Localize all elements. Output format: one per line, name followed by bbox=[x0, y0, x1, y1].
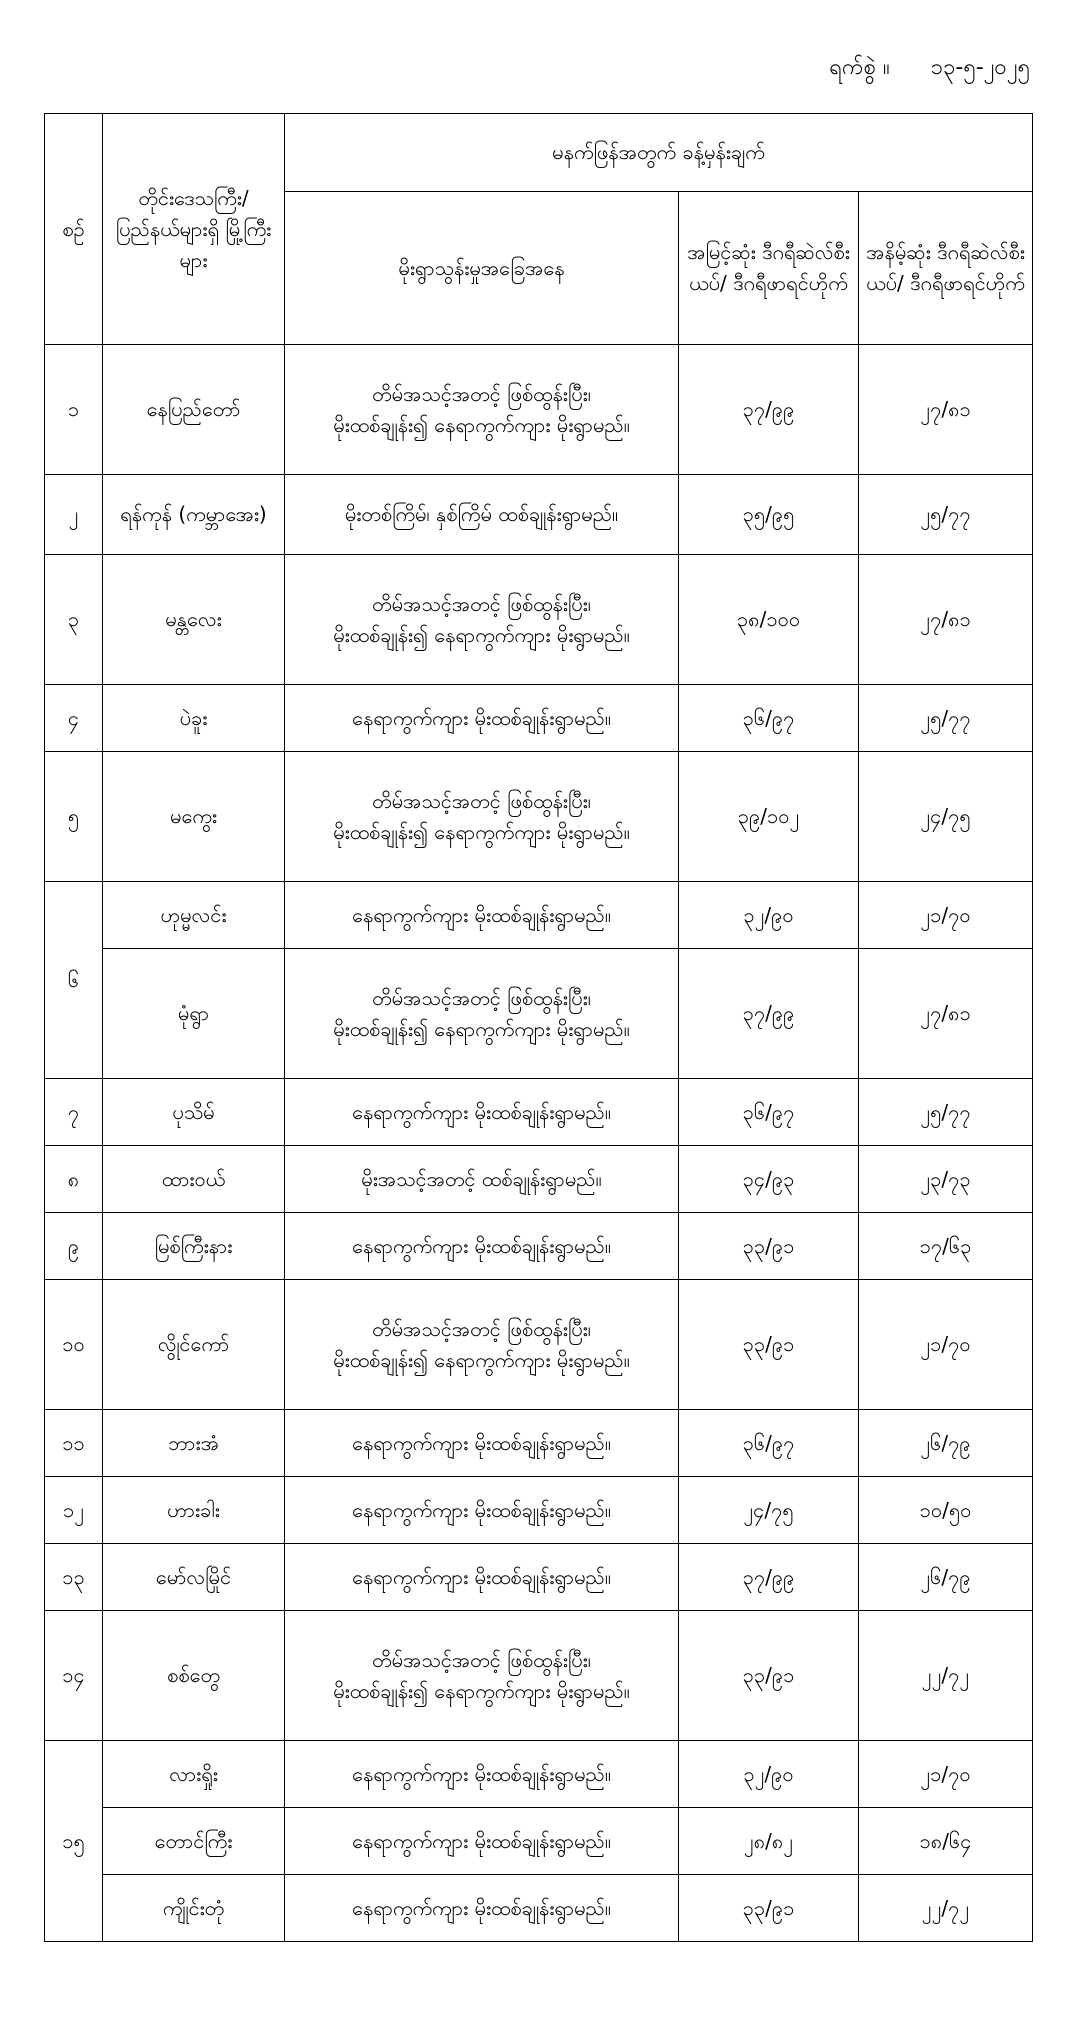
city-cell: မော်လမြိုင် bbox=[103, 1544, 285, 1611]
city-cell: လားရှိုး bbox=[103, 1741, 285, 1808]
condition-cell bbox=[285, 1079, 679, 1146]
city-cell: လွိုင်ကော် bbox=[103, 1280, 285, 1410]
condition-line-1: တိမ်အသင့်အတင့် ဖြစ်ထွန်းပြီး၊ bbox=[372, 591, 591, 616]
date-value: ၁၃-၅-၂၀၂၅ bbox=[930, 55, 1030, 80]
condition-line-1: နေရာကွက်ကျား မိုးထစ်ချုန်းရွာမည်။ bbox=[352, 1895, 611, 1920]
min-temp-cell: ၂၁/၇၀ bbox=[859, 1741, 1033, 1808]
max-temp-cell: ၃၇/၉၉ bbox=[679, 949, 859, 1079]
table-row bbox=[45, 752, 1033, 882]
document-date bbox=[829, 52, 1030, 85]
condition-line-1: တိမ်အသင့်အတင့် ဖြစ်ထွန်းပြီး၊ bbox=[372, 985, 591, 1010]
condition-cell bbox=[285, 1410, 679, 1477]
condition-line-2: မိုးထစ်ချုန်း၍ နေရာကွက်ကျား မိုးရွာမည်။ bbox=[333, 819, 630, 844]
serial-number-cell: ၈ bbox=[45, 1146, 103, 1213]
weather-forecast-table bbox=[44, 113, 1033, 1942]
condition-line-1: မိုးတစ်ကြိမ်၊ နှစ်ကြိမ် ထစ်ချုန်းရွာမည်။ bbox=[344, 502, 619, 526]
condition-line-1: တိမ်အသင့်အတင့် ဖြစ်ထွန်းပြီး၊ bbox=[372, 788, 591, 813]
header-rain-condition: မိုးရွာသွန်းမှုအခြေအနေ bbox=[285, 192, 679, 345]
condition-line-2: မိုးထစ်ချုန်း၍ နေရာကွက်ကျား မိုးရွာမည်။ bbox=[333, 622, 630, 647]
table-row bbox=[45, 555, 1033, 685]
city-cell: မြစ်ကြီးနား bbox=[103, 1213, 285, 1280]
condition-line-2: မိုးထစ်ချုန်း၍ နေရာကွက်ကျား မိုးရွာမည်။ bbox=[333, 1678, 630, 1703]
table-row bbox=[45, 1544, 1033, 1611]
condition-cell bbox=[285, 752, 679, 882]
min-temp-cell: ၂၇/၈၁ bbox=[859, 555, 1033, 685]
condition-cell bbox=[285, 1875, 679, 1942]
city-cell: မကွေး bbox=[103, 752, 285, 882]
serial-number-cell: ၁၀ bbox=[45, 1280, 103, 1410]
condition-cell bbox=[285, 949, 679, 1079]
city-cell: ဟုမ္မလင်း bbox=[103, 882, 285, 949]
max-temp-cell: ၃၆/၉၇ bbox=[679, 685, 859, 752]
min-temp-cell: ၂၇/၈၁ bbox=[859, 345, 1033, 475]
condition-line-1: မိုးအသင့်အတင့် ထစ်ချုန်းရွာမည်။ bbox=[361, 1166, 602, 1191]
max-temp-cell: ၂၄/၇၅ bbox=[679, 1477, 859, 1544]
city-cell: ပုသိမ် bbox=[103, 1079, 285, 1146]
condition-line-1: နေရာကွက်ကျား မိုးထစ်ချုန်းရွာမည်။ bbox=[352, 1497, 611, 1522]
min-temp-cell: ၂၃/၇၃ bbox=[859, 1146, 1033, 1213]
condition-line-1: နေရာကွက်ကျား မိုးထစ်ချုန်းရွာမည်။ bbox=[352, 1430, 611, 1455]
date-label: ရက်စွဲ ။ bbox=[829, 55, 890, 80]
min-temp-cell: ၂၅/၇၇ bbox=[859, 685, 1033, 752]
condition-cell bbox=[285, 1477, 679, 1544]
city-cell: နေပြည်တော် bbox=[103, 345, 285, 475]
city-cell: တောင်ကြီး bbox=[103, 1808, 285, 1875]
condition-cell bbox=[285, 1213, 679, 1280]
serial-number-cell: ၃ bbox=[45, 555, 103, 685]
min-temp-cell: ၁၇/၆၃ bbox=[859, 1213, 1033, 1280]
max-temp-cell: ၃၆/၉၇ bbox=[679, 1410, 859, 1477]
min-temp-cell: ၂၄/၇၅ bbox=[859, 752, 1033, 882]
min-temp-cell: ၁၈/၆၄ bbox=[859, 1808, 1033, 1875]
condition-line-1: နေရာကွက်ကျား မိုးထစ်ချုန်းရွာမည်။ bbox=[352, 705, 611, 730]
condition-line-1: တိမ်အသင့်အတင့် ဖြစ်ထွန်းပြီး၊ bbox=[372, 381, 591, 406]
table-row bbox=[45, 1146, 1033, 1213]
condition-cell bbox=[285, 1146, 679, 1213]
condition-cell bbox=[285, 1544, 679, 1611]
table-row bbox=[45, 1477, 1033, 1544]
max-temp-cell: ၃၃/၉၁ bbox=[679, 1280, 859, 1410]
max-temp-cell: ၃၃/၉၁ bbox=[679, 1875, 859, 1942]
table-row bbox=[45, 1808, 1033, 1875]
city-cell: ထားဝယ် bbox=[103, 1146, 285, 1213]
table-row bbox=[45, 949, 1033, 1079]
table-row bbox=[45, 1079, 1033, 1146]
header-region-cities: တိုင်းဒေသကြီး/ ပြည်နယ်များရှိ မြို့ကြီးများ bbox=[103, 114, 285, 345]
serial-number-cell: ၁၄ bbox=[45, 1611, 103, 1741]
condition-line-2: မိုးထစ်ချုန်း၍ နေရာကွက်ကျား မိုးရွာမည်။ bbox=[333, 1347, 630, 1372]
max-temp-cell: ၃၂/၉၀ bbox=[679, 882, 859, 949]
city-cell: ပဲခူး bbox=[103, 685, 285, 752]
condition-cell bbox=[285, 555, 679, 685]
min-temp-cell: ၂၇/၈၁ bbox=[859, 949, 1033, 1079]
min-temp-cell: ၂၅/၇၇ bbox=[859, 1079, 1033, 1146]
max-temp-cell: ၃၅/၉၅ bbox=[679, 475, 859, 555]
table-row bbox=[45, 1410, 1033, 1477]
max-temp-cell: ၃၄/၉၃ bbox=[679, 1146, 859, 1213]
condition-line-1: နေရာကွက်ကျား မိုးထစ်ချုန်းရွာမည်။ bbox=[352, 902, 611, 927]
serial-number-cell: ၁၃ bbox=[45, 1544, 103, 1611]
table-row bbox=[45, 685, 1033, 752]
city-cell: ကျိုင်းတုံ bbox=[103, 1875, 285, 1942]
max-temp-cell: ၃၇/၉၉ bbox=[679, 1544, 859, 1611]
serial-number-cell: ၉ bbox=[45, 1213, 103, 1280]
min-temp-cell: ၁၀/၅၀ bbox=[859, 1477, 1033, 1544]
min-temp-cell: ၂၂/၇၂ bbox=[859, 1611, 1033, 1741]
table-row bbox=[45, 345, 1033, 475]
serial-number-cell: ၅ bbox=[45, 752, 103, 882]
min-temp-cell: ၂၁/၇၀ bbox=[859, 1280, 1033, 1410]
header-serial-number: စဉ် bbox=[45, 114, 103, 345]
condition-cell bbox=[285, 882, 679, 949]
condition-line-1: နေရာကွက်ကျား မိုးထစ်ချုန်းရွာမည်။ bbox=[352, 1233, 611, 1258]
max-temp-cell: ၂၈/၈၂ bbox=[679, 1808, 859, 1875]
serial-number-cell: ၁၅ bbox=[45, 1741, 103, 1942]
serial-number-cell: ၁ bbox=[45, 345, 103, 475]
min-temp-cell: ၂၆/၇၉ bbox=[859, 1544, 1033, 1611]
max-temp-cell: ၃၇/၉၉ bbox=[679, 345, 859, 475]
city-cell: ဘားအံ bbox=[103, 1410, 285, 1477]
table-row bbox=[45, 1741, 1033, 1808]
max-temp-cell: ၃၂/၉၀ bbox=[679, 1741, 859, 1808]
condition-cell bbox=[285, 1280, 679, 1410]
serial-number-cell: ၂ bbox=[45, 475, 103, 555]
min-temp-cell: ၂၁/၇၀ bbox=[859, 882, 1033, 949]
condition-line-1: နေရာကွက်ကျား မိုးထစ်ချုန်းရွာမည်။ bbox=[352, 1099, 611, 1124]
table-row bbox=[45, 1611, 1033, 1741]
condition-cell bbox=[285, 1808, 679, 1875]
condition-line-1: နေရာကွက်ကျား မိုးထစ်ချုန်းရွာမည်။ bbox=[352, 1564, 611, 1589]
min-temp-cell: ၂၅/၇၇ bbox=[859, 475, 1033, 555]
table-row bbox=[45, 1875, 1033, 1942]
condition-line-2: မိုးထစ်ချုန်း၍ နေရာကွက်ကျား မိုးရွာမည်။ bbox=[333, 1016, 630, 1041]
serial-number-cell: ၇ bbox=[45, 1079, 103, 1146]
city-cell: စစ်တွေ bbox=[103, 1611, 285, 1741]
condition-cell bbox=[285, 1741, 679, 1808]
city-cell: ဟားခါး bbox=[103, 1477, 285, 1544]
city-cell: မန္တလေး bbox=[103, 555, 285, 685]
table-row bbox=[45, 475, 1033, 555]
serial-number-cell: ၁၂ bbox=[45, 1477, 103, 1544]
serial-number-cell: ၄ bbox=[45, 685, 103, 752]
condition-cell bbox=[285, 345, 679, 475]
condition-line-2: မိုးထစ်ချုန်း၍ နေရာကွက်ကျား မိုးရွာမည်။ bbox=[333, 412, 630, 437]
max-temp-cell: ၃၆/၉၇ bbox=[679, 1079, 859, 1146]
table-row bbox=[45, 882, 1033, 949]
city-cell: မုံရွာ bbox=[103, 949, 285, 1079]
serial-number-cell: ၁၁ bbox=[45, 1410, 103, 1477]
header-max-temperature: အမြင့်ဆုံး ဒီဂရီဆဲလ်စီးယပ်/ ဒီဂရီဖာရင်ဟိုက် bbox=[679, 192, 859, 345]
max-temp-cell: ၃၈/၁၀၀ bbox=[679, 555, 859, 685]
header-min-temperature: အနိမ့်ဆုံး ဒီဂရီဆဲလ်စီးယပ်/ ဒီဂရီဖာရင်ဟိုက် bbox=[859, 192, 1033, 345]
serial-number-cell: ၆ bbox=[45, 882, 103, 1079]
condition-line-1: နေရာကွက်ကျား မိုးထစ်ချုန်းရွာမည်။ bbox=[352, 1761, 611, 1786]
max-temp-cell: ၃၃/၉၁ bbox=[679, 1213, 859, 1280]
condition-cell bbox=[285, 1611, 679, 1741]
city-cell: ရန်ကုန် (ကမ္ဘာအေး) bbox=[103, 475, 285, 555]
table-row bbox=[45, 1280, 1033, 1410]
condition-line-1: တိမ်အသင့်အတင့် ဖြစ်ထွန်းပြီး၊ bbox=[372, 1647, 591, 1672]
max-temp-cell: ၃၃/၉၁ bbox=[679, 1611, 859, 1741]
max-temp-cell: ၃၉/၁၀၂ bbox=[679, 752, 859, 882]
condition-line-1: တိမ်အသင့်အတင့် ဖြစ်ထွန်းပြီး၊ bbox=[372, 1316, 591, 1341]
header-forecast-group: မနက်ဖြန်အတွက် ခန့်မှန်းချက် bbox=[285, 114, 1033, 192]
condition-cell bbox=[285, 685, 679, 752]
condition-line-1: နေရာကွက်ကျား မိုးထစ်ချုန်းရွာမည်။ bbox=[352, 1828, 611, 1853]
table-row bbox=[45, 1213, 1033, 1280]
min-temp-cell: ၂၆/၇၉ bbox=[859, 1410, 1033, 1477]
min-temp-cell: ၂၂/၇၂ bbox=[859, 1875, 1033, 1942]
condition-cell bbox=[285, 475, 679, 555]
